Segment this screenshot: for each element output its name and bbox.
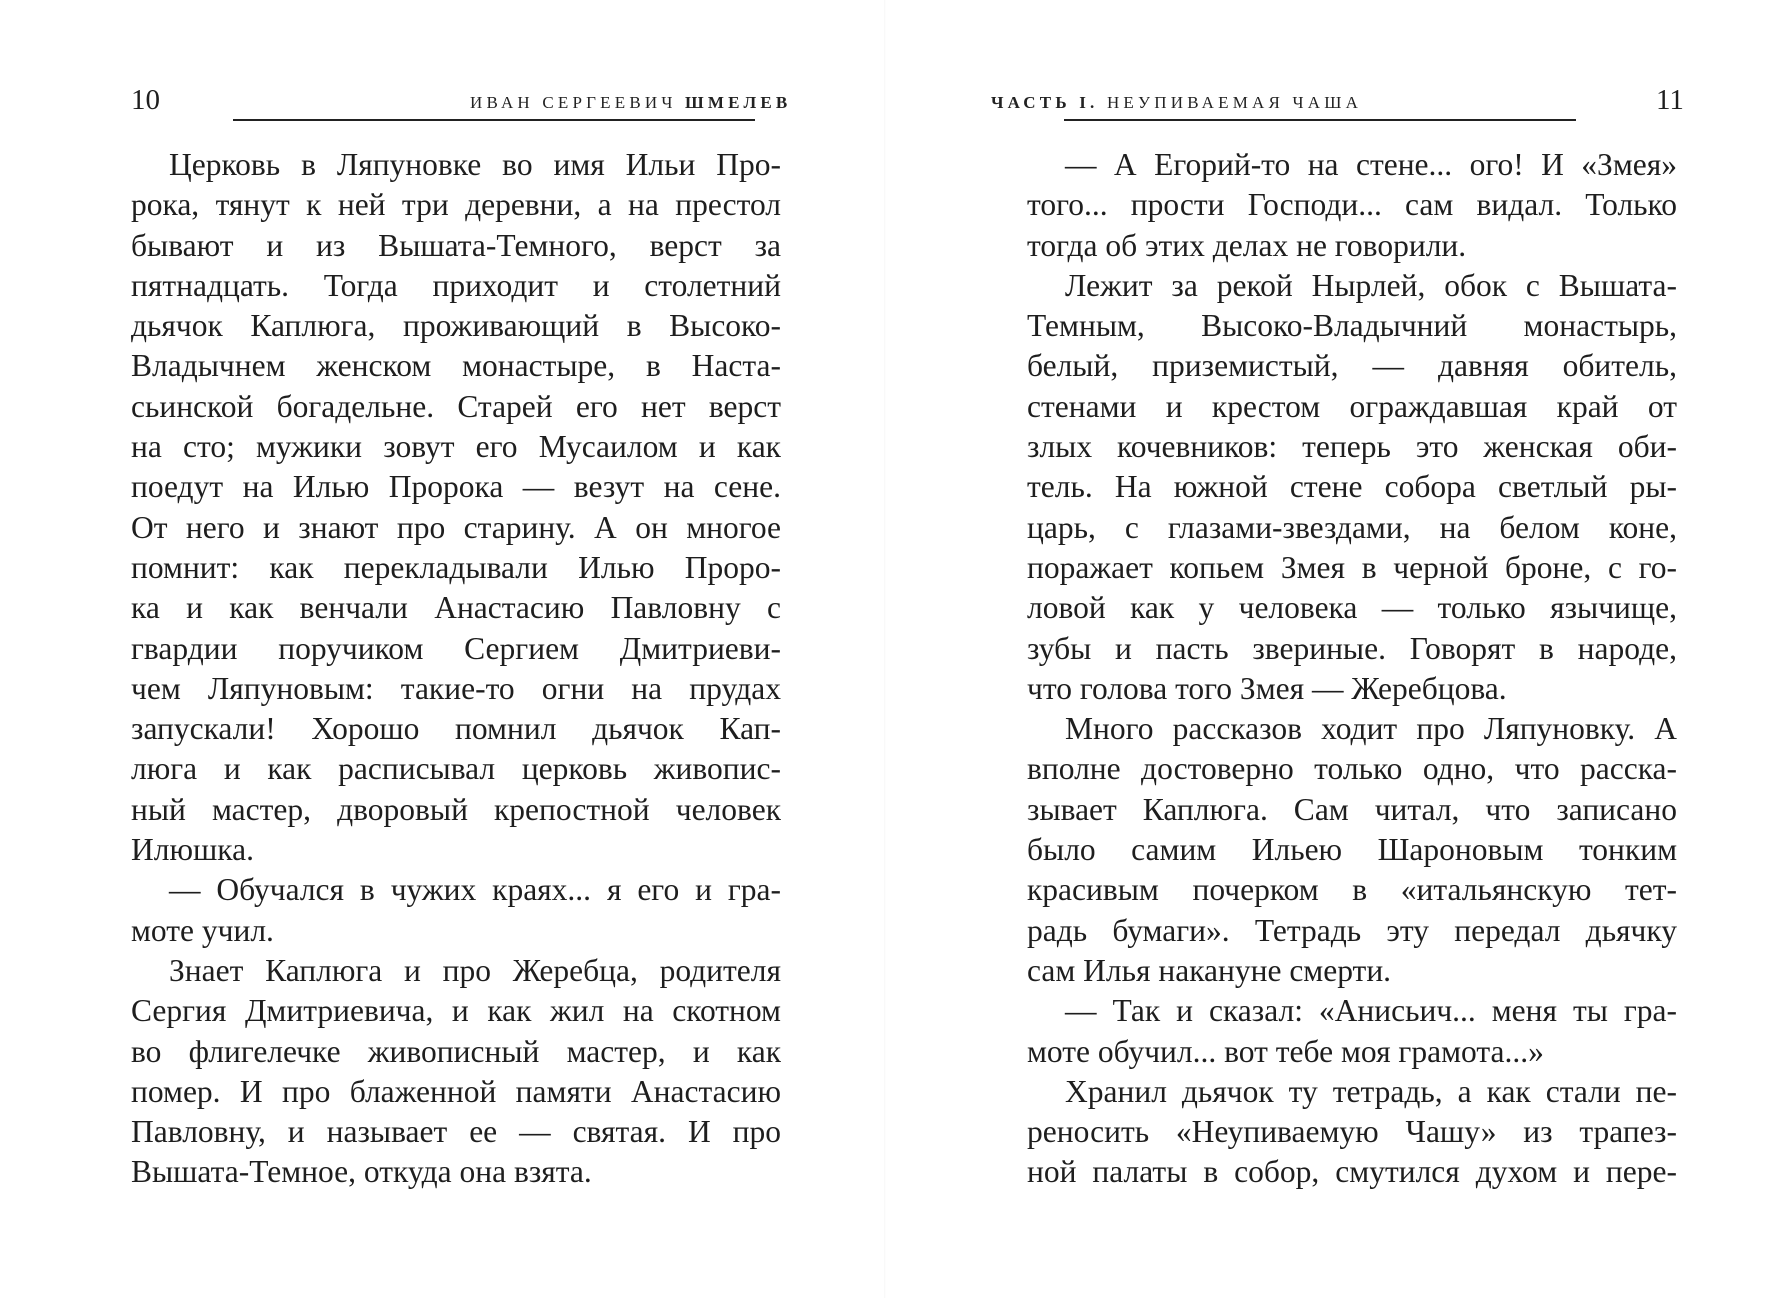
right-text-block [1027, 145, 1677, 1193]
text-line: тогда об этих делах не говорили. [1027, 227, 1467, 263]
text-line: сьинской богадельне. Старей его нет верст [131, 388, 781, 424]
text-line: сам Илья накануне смерти. [1027, 952, 1392, 988]
text-line: Знает Каплюга и про Жеребца, родителя [169, 952, 781, 988]
text-line: Темным, Высоко-Владычний монастырь, [1027, 308, 1677, 344]
text-line: было самим Ильею Шароновым тонким [1027, 832, 1677, 868]
left-text-block [131, 145, 781, 1193]
text-line: Владычнем женском монастыре, в Наста- [131, 348, 781, 384]
part-title: НЕУПИВАЕМАЯ ЧАША [1106, 93, 1363, 112]
left-page-number: 10 [131, 84, 160, 116]
text-line: поражает копьем Змея в черной броне, с го- [1027, 549, 1677, 585]
right-page-number: 11 [1656, 84, 1684, 116]
text-line: Церковь в Ляпуновке во имя Ильи Про- [169, 147, 781, 182]
author-name: ИВАН СЕРГЕЕВИЧ [470, 93, 677, 112]
text-line: Сергия Дмитриевича, и как жил на скотном [131, 993, 781, 1029]
text-line: люга и как расписывал церковь живопис- [131, 751, 781, 787]
text-line: Павловну, и называет ее — святая. И про [131, 1114, 781, 1150]
text-line: вполне достоверно только одно, что расска- [1027, 751, 1677, 787]
text-line: красивым почерком в «итальянскую тет- [1027, 872, 1677, 908]
text-line: стенами и крестом ограждавшая край от [1027, 388, 1677, 424]
right-running-head [991, 93, 1362, 113]
text-line: — Так и сказал: «Анисьич... меня ты гра- [1065, 993, 1677, 1029]
text-line: помнит: как перекладывали Илью Проро- [131, 549, 781, 585]
text-line: рока, тянут к ней три деревни, а на престол [131, 187, 781, 223]
left-page [0, 0, 885, 1298]
text-line: Лежит за рекой Нырлей, обок с Вышата- [1065, 267, 1677, 303]
text-line: Много рассказов ходит про Ляпуновку. А [1065, 711, 1677, 747]
text-line: бывают и из Вышата-Темного, верст за [131, 227, 781, 263]
text-line: царь, с глазами-звездами, на белом коне, [1027, 509, 1677, 545]
text-line: ловой как у человека — только язычище, [1027, 590, 1677, 626]
text-line: тель. На южной стене собора светлый ры- [1027, 469, 1677, 505]
text-line: гвардии поручиком Сергием Дмитриеви- [131, 630, 781, 666]
text-line: — А Егорий-то на стене... ого! И «Змея» [1065, 147, 1677, 182]
text-line: что голова того Змея — Жеребцова. [1027, 670, 1507, 706]
text-line: во флигелечке живописный мастер, и как [131, 1033, 781, 1069]
text-line: поедут на Илью Пророка — везут на сене. [131, 469, 781, 505]
text-line: на сто; мужики зовут его Мусаилом и как [131, 429, 781, 465]
text-line: ный мастер, дворовый крепостной человек [131, 791, 781, 827]
text-line: моте учил. [131, 912, 274, 948]
text-line: пятнадцать. Тогда приходит и столетний [131, 267, 781, 303]
text-line: Хранил дьячок ту тетрадь, а как стали пе- [1065, 1073, 1677, 1109]
text-line: дьячок Каплюга, проживающий в Высоко- [131, 308, 781, 344]
text-line: реносить «Неупиваемую Чашу» из трапез- [1027, 1114, 1677, 1150]
left-running-head [470, 93, 791, 113]
right-header-rule [1064, 119, 1576, 121]
author-surname: ШМЕЛЕВ [685, 93, 792, 112]
text-line: радь бумаги». Тетрадь эту передал дьячку [1027, 912, 1677, 948]
right-page [886, 0, 1771, 1298]
text-line: Илюшка. [131, 832, 254, 868]
text-line: белый, приземистый, — давняя обитель, [1027, 348, 1677, 384]
text-line: помер. И про блаженной памяти Анастасию [131, 1073, 781, 1109]
text-line: ной палаты в собор, смутился духом и пере- [1027, 1154, 1677, 1190]
text-line: зубы и пасть звериные. Говорят в народе, [1027, 630, 1677, 666]
part-label: ЧАСТЬ I. [991, 93, 1099, 112]
text-line: От него и знают про старину. А он многое [131, 509, 781, 545]
text-line: запускали! Хорошо помнил дьячок Кап- [131, 711, 781, 747]
text-line: злых кочевников: теперь это женская оби- [1027, 429, 1677, 465]
text-line: того... прости Господи... сам видал. Только [1027, 187, 1677, 223]
text-line: зывает Каплюга. Сам читал, что записано [1027, 791, 1677, 827]
text-line: ка и как венчали Анастасию Павловну с [131, 590, 781, 626]
text-line: моте обучил... вот тебе моя грамота...» [1027, 1033, 1544, 1069]
text-line: Вышата-Темное, откуда она взята. [131, 1154, 592, 1190]
text-line: чем Ляпуновым: такие-то огни на прудах [131, 670, 781, 706]
left-header-rule [233, 119, 755, 121]
text-line: — Обучался в чужих краях... я его и гра- [169, 872, 781, 908]
